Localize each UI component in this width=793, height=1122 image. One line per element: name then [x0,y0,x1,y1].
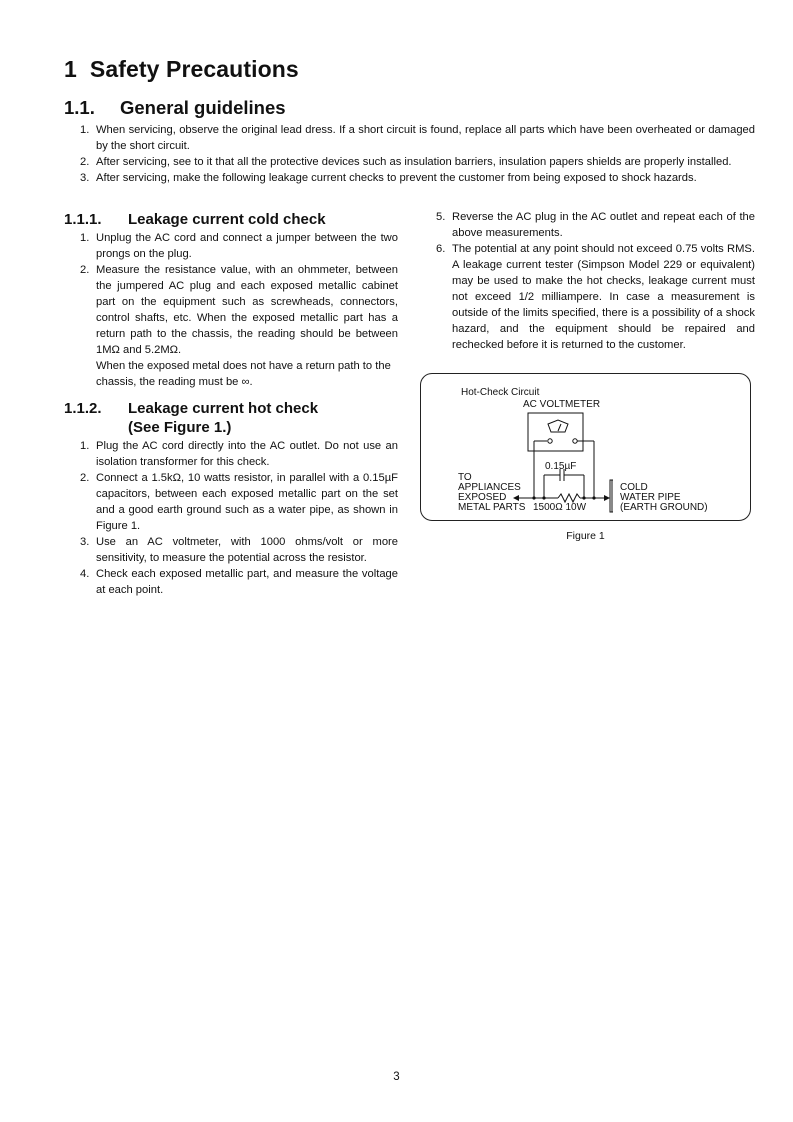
resistor-label: 1500Ω 10W [533,502,587,513]
right-label-2: WATER PIPE [620,492,681,503]
cold-check-heading: 1.1.1. Leakage current cold check [64,211,326,228]
figure-title: Hot-Check Circuit [461,387,540,398]
right-label-1: COLD [620,482,648,493]
arrow-left-icon [513,495,519,501]
capacitor-label: 0.15µF [545,461,577,472]
hot-check-list-continued [436,209,755,353]
meter-terminal-left [548,439,552,443]
resistor-symbol [558,494,580,502]
cold-check-list [80,230,398,390]
list-item: 5. Reverse the AC plug in the AC outlet and repeat each of the above measurements. [436,211,755,239]
list-item: 6. The potential at any point should not exceed 0.75 volts RMS. A leakage current tester (Simpson Model 229 or equivalent) may be used to make the hot checks, leakage current must not exceed 1/2 milliampere. In case a measurement is outside of the limits specified, there is a possibility of a shock hazard, and the equipment should be repaired and rechecked before it is returned to the customer. [436,243,755,351]
left-label-4: METAL PARTS [458,502,526,513]
hot-check-heading: 1.1.2. Leakage current hot check (See Figure 1.) [64,400,319,436]
list-item: 4. Check each exposed metallic part, and measure the voltage at each point. [80,568,398,596]
hot-check-list [80,438,398,598]
left-label-1: TO [458,472,472,483]
arrow-right-icon [604,495,610,501]
meter-terminal-right [573,439,577,443]
left-label-3: EXPOSED [458,492,507,503]
list-item: 3. After servicing, make the following leakage current checks to prevent the customer from being exposed to shock hazards. [80,172,697,184]
list-item: 3. Use an AC voltmeter, with 1000 ohms/volt or more sensitivity, to measure the potential across the resistor. [80,536,398,564]
list-item: 1. Plug the AC cord directly into the AC outlet. Do not use an isolation transformer for this check. [80,440,398,468]
general-guidelines-list [80,122,755,186]
left-label-2: APPLIANCES [458,482,521,493]
voltmeter-label: AC VOLTMETER [523,399,601,410]
list-item: 2. After servicing, see to it that all the protective devices such as insulation barriers, insulation papers shields are properly installed. [80,156,732,168]
hot-check-circuit-figure [420,373,751,521]
circuit-diagram [421,374,752,522]
figure-caption: Figure 1 [566,530,605,542]
general-guidelines-heading: 1.1. General guidelines [64,97,286,118]
list-item: 1. Unplug the AC cord and connect a jumper between the two prongs on the plug. [80,232,398,260]
section-title: 1 Safety Precautions [64,56,299,82]
list-item: 2. Connect a 1.5kΩ, 10 watts resistor, in parallel with a 0.15µF capacitors, between each exposed metallic part on the set and a good earth ground such as a water pipe, as shown in Figure 1. [80,472,398,532]
list-item: 1. When servicing, observe the original lead dress. If a short circuit is found, replace all parts which have been overheated or damaged by the short circuit. [80,124,755,152]
page-number: 3 [393,1071,400,1083]
right-label-3: (EARTH GROUND) [620,502,708,513]
list-item: 2. Measure the resistance value, with an ohmmeter, between the jumpered AC plug and each exposed metallic cabinet part on the equipment such as screwheads, connectors, control shafts, etc. When the exposed metallic part has a return path to the chassis, the reading should be between 1MΩ and 5.2MΩ. When the exposed metal does not have a return path to the chassis, the reading must be ∞. [80,264,398,388]
